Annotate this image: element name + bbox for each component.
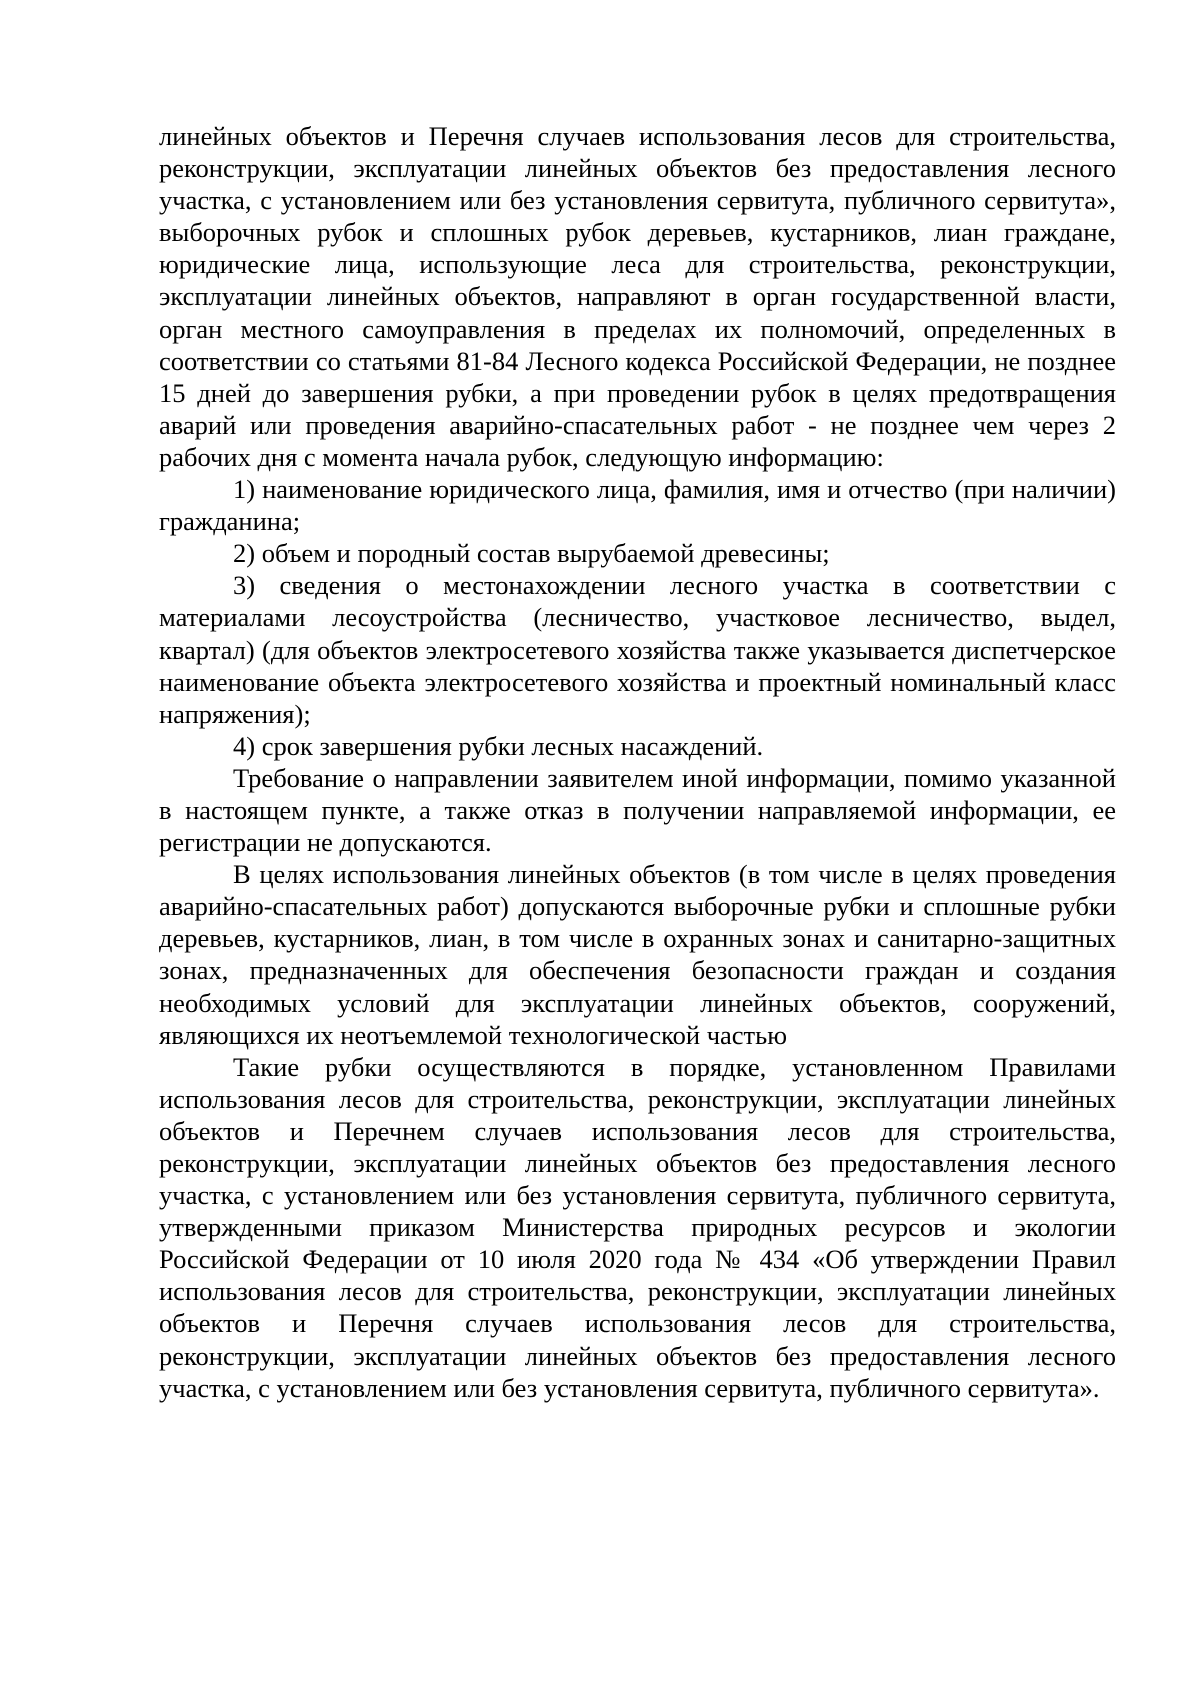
document-page [159, 120, 1116, 1404]
paragraph-procedure: Такие рубки осуществляются в порядке, установленном Правилами использования лесов для строительства, реконструкции, эксплуатации линейных объектов и Перечнем случаев использования лесов для строительства, реконструкции, эксплуатации линейных объектов без предоставления лесного участка, с установлением или без установления сервитута, публичного сервитута, утвержденными приказом Министерства природных ресурсов и экологии Российской Федерации от 10 июля 2020 года № 434 «Об утверждении Правил использования лесов для строительства, реконструкции, эксплуатации линейных объектов и Перечня случаев использования лесов для строительства, реконструкции, эксплуатации линейных объектов без предоставления лесного участка, с установлением или без установления сервитута, публичного сервитута». [159, 1051, 1116, 1403]
paragraph-requirement: Требование о направлении заявителем иной информации, помимо указанной в настоящем пункте, а также отказ в получении направляемой информации, ее регистрации не допускаются. [159, 762, 1116, 858]
paragraph-linear-objects: В целях использования линейных объектов (в том числе в целях проведения аварийно-спасательных работ) допускаются выборочные рубки и сплошные рубки деревьев, кустарников, лиан, в том числе в охранных зонах и санитарно-защитных зонах, предназначенных для обеспечения безопасности граждан и создания необходимых условий для эксплуатации линейных объектов, сооружений, являющихся их неотъемлемой технологической частью [159, 859, 1116, 1050]
list-item-2: 2) объем и породный состав вырубаемой древесины; [233, 538, 830, 569]
paragraph-continuation: линейных объектов и Перечня случаев использования лесов для строительства, реконструкции, эксплуатации линейных объектов без предоставления лесного участка, с установлением или без установления сервитута, публичного сервитута», выборочных рубок и сплошных рубок деревьев, кустарников, лиан граждане, юридические лица, использующие леса для строительства, реконструкции, эксплуатации линейных объектов, направляют в орган государственной власти, орган местного самоуправления в пределах их полномочий, определенных в соответствии со статьями 81-84 Лесного кодекса Российской Федерации, не позднее 15 дней до завершения рубки, а при проведении рубок в целях предотвращения аварий или проведения аварийно-спасательных работ - не позднее чем через 2 рабочих дня с момента начала рубок, следующую информацию: [159, 121, 1116, 472]
list-item-1: 1) наименование юридического лица, фамилия, имя и отчество (при наличии) гражданина; [159, 474, 1116, 537]
list-item-3: 3) сведения о местонахождении лесного участка в соответствии с материалами лесоустройства (лесничество, участковое лесничество, выдел, квартал) (для объектов электросетевого хозяйства также указывается диспетчерское наименование объекта электросетевого хозяйства и проектный номинальный класс напряжения); [159, 570, 1116, 729]
list-item-4: 4) срок завершения рубки лесных насаждений. [233, 730, 764, 761]
